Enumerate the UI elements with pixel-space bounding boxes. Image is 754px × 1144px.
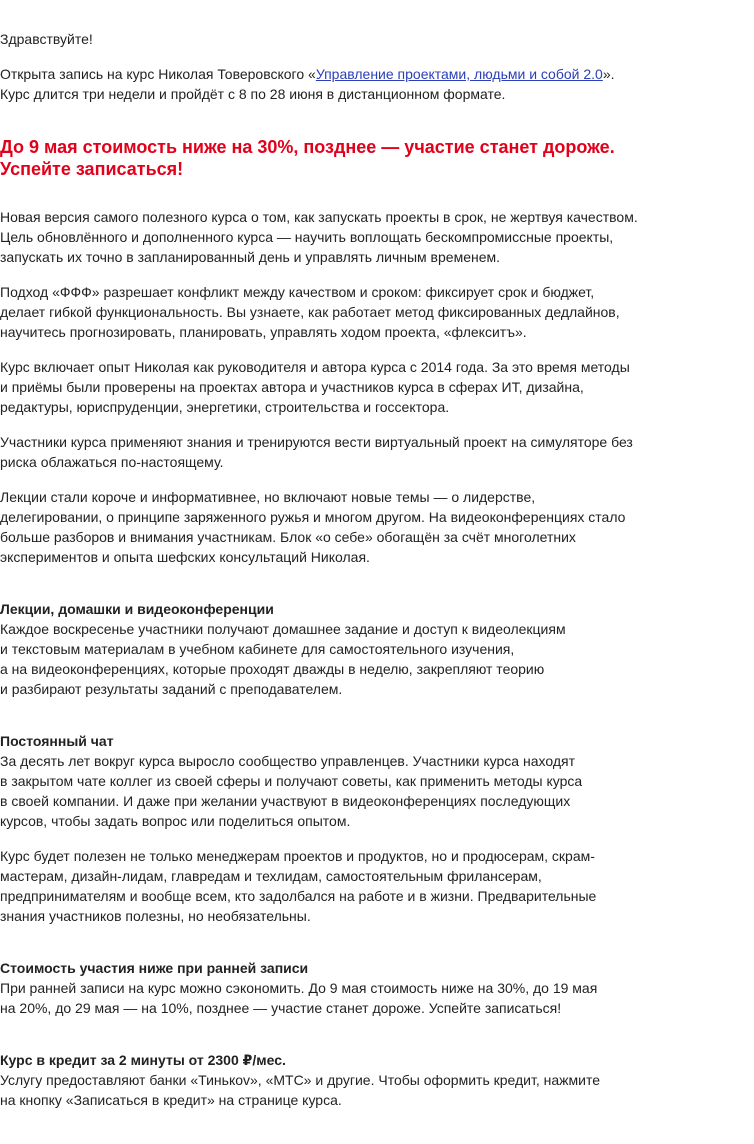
section-line: а на видеоконференциях, которые проходят дважды в неделю, закрепляют теорию [0,661,545,677]
section-title-credit: Курс в кредит за 2 минуты от 2300 ₽/мес. [0,1052,286,1068]
section-line: За десять лет вокруг курса выросло сообщество управленцев. Участники курса находят [0,753,575,769]
intro-suffix: ». [602,66,615,82]
paragraph: Новая версия самого полезного курса о том, как запускать проекты в срок, не жертвуя качеством. Цель обновлённого и дополненного курса — научить воплощать бескомпромиссные проекты, запускать их точно в запланированный день и управлять личным временем. [0,209,638,265]
promo-line-2: Успейте записаться! [0,159,184,179]
section-title-early-price: Стоимость участия ниже при ранней записи [0,960,309,976]
section-body-credit [0,1070,640,1110]
paragraph: Подход «ФФФ» разрешает конфликт между качеством и сроком: фиксирует срок и бюджет, делает гибкой функциональность. Вы узнаете, как работает метод фиксированных дедлайнов, научитесь прогнозировать, планировать, управлять ходом проекта, «флекситъ». [0,284,620,340]
section-line: Услугу предоставляют банки «Тинькоv», «МТС» и другие. Чтобы оформить кредит, нажмите [0,1072,601,1088]
intro-paragraph [0,64,640,104]
section-line: При ранней записи на курс можно сэкономить. До 9 мая стоимость ниже на 30%, до 19 мая [0,980,598,996]
section-body-chat [0,751,640,831]
course-link[interactable]: Управление проектами, людьми и собой 2.0 [315,66,603,82]
promo-line-1: До 9 мая стоимость ниже на 30%, позднее — участие станет дороже. [0,137,615,157]
promo-headline [0,136,640,180]
greeting: Здравствуйте! [0,31,93,47]
intro-prefix: Открыта запись на курс Николая Товеровского « [0,66,316,82]
paragraph: Курс включает опыт Николая как руководителя и автора курса с 2014 года. За это время методы и приёмы были проверены на проектах автора и участников курса в сферах ИТ, дизайна, редактуры, юриспруденции, энергетики, строительства и госсектора. [0,359,630,415]
section-title-chat: Постоянный чат [0,733,114,749]
paragraph: Лекции стали короче и информативнее, но включают новые темы — о лидерстве, делегировании, о принципе заряженного ружья и многом другом. На видеоконференциях стало больше разборов и внимания участникам. Блок «о себе» обогащён за счёт многолетних экспериментов и опыта шефских консультаций Николая. [0,489,626,565]
section-line: на 20%, до 29 мая — на 10%, позднее — участие станет дороже. Успейте записаться! [0,1000,562,1016]
audience-paragraph: Курс будет полезен не только менеджерам проектов и продуктов, но и продюсерам, скрам-мастерам, дизайн-лидам, главредам и техлидам, самостоятельным фрилансерам, предпринимателям и вообще всем, кто задолбался на работе и в жизни. Предварительные знания участников полезны, но необязательны. [0,848,597,924]
section-line: и текстовым материалам в учебном кабинете для самостоятельного изучения, [0,641,515,657]
section-line: и разбирают результаты заданий с преподавателем. [0,681,343,697]
intro-duration: Курс длится три недели и пройдёт с 8 по 28 июня в дистанционном формате. [0,86,506,102]
section-body-lectures [0,619,640,699]
section-line: Каждое воскресенье участники получают домашнее задание и доступ к видеолекциям [0,621,566,637]
section-line: курсов, чтобы задать вопрос или поделиться опытом. [0,813,351,829]
paragraph: Участники курса применяют знания и тренируются вести виртуальный проект на симуляторе без риска облажаться по-настоящему. [0,434,633,470]
section-title-lectures: Лекции, домашки и видеоконференции [0,601,274,617]
section-body-early-price [0,978,640,1018]
section-line: в закрытом чате коллег из своей сферы и получают советы, как применить методы курса [0,773,583,789]
section-line: в своей компании. И даже при желании участвуют в видеоконференциях последующих [0,793,571,809]
section-line: на кнопку «Записаться в кредит» на странице курса. [0,1092,342,1108]
